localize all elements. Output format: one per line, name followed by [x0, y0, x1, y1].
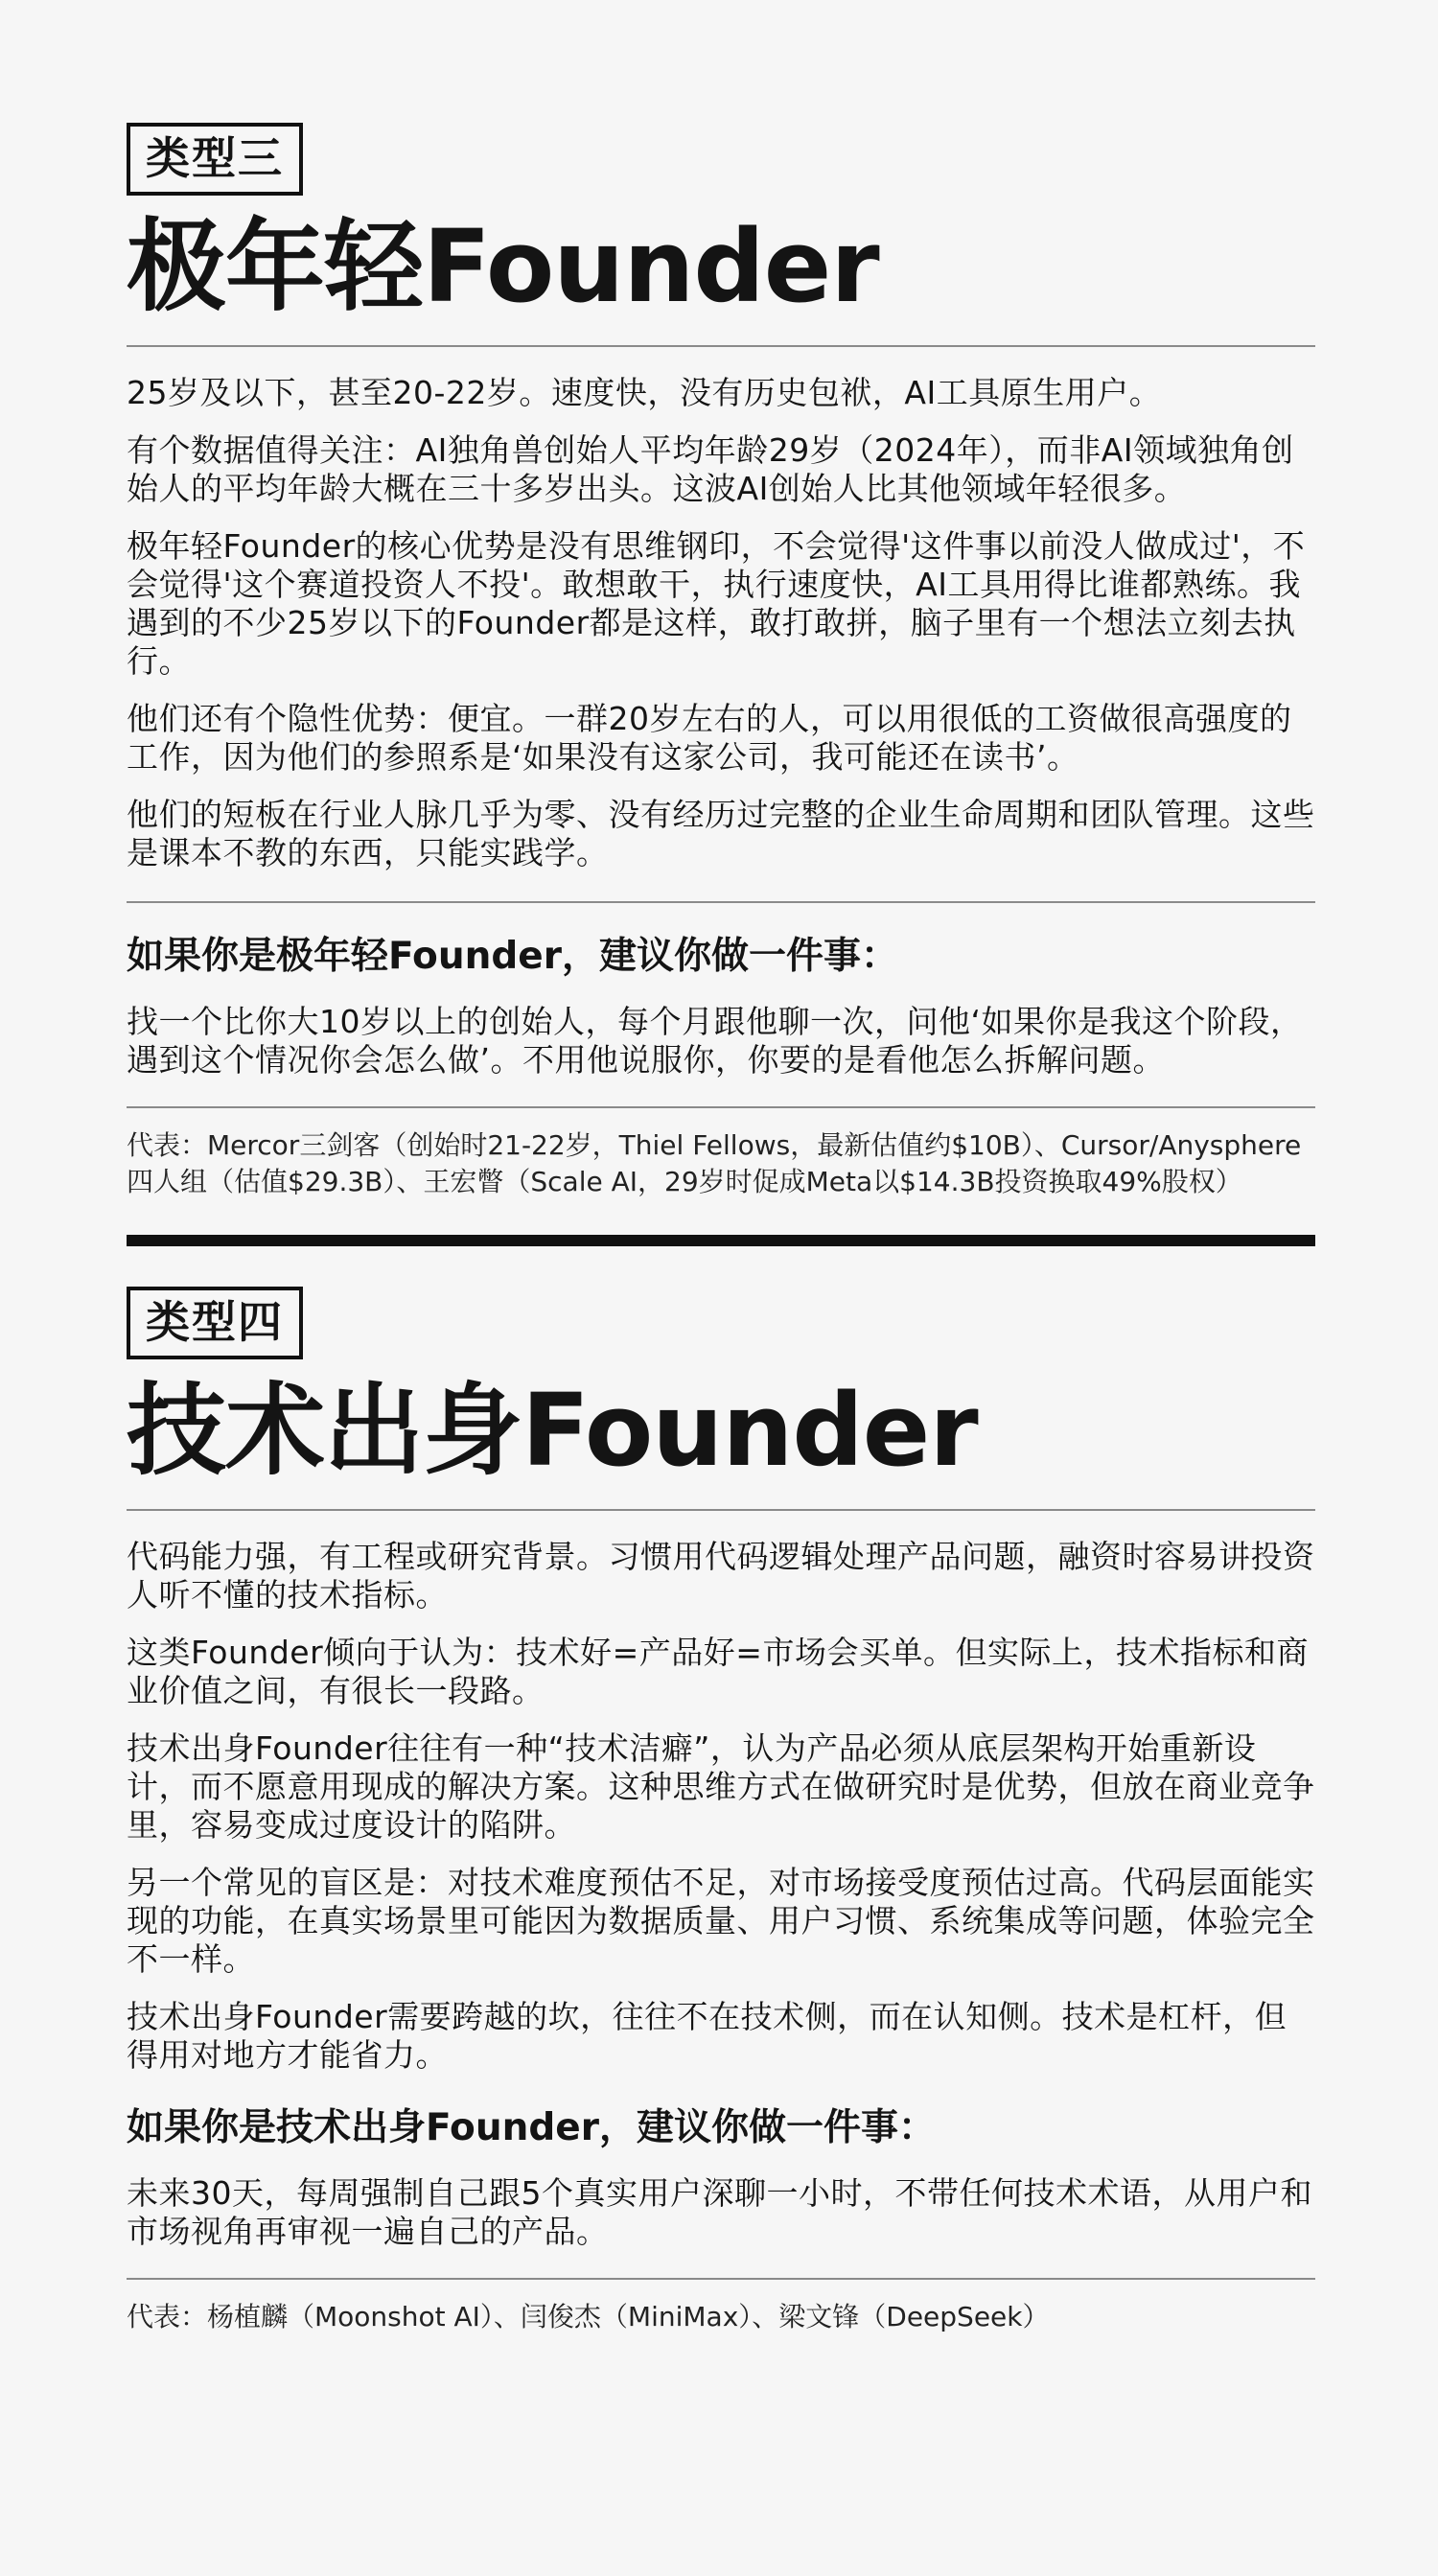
paragraph: 另一个常见的盲区是：对技术难度预估不足，对市场接受度预估过高。代码层面能实现的功能，在真实场景里可能因为数据质量、用户习惯、系统集成等问题，体验完全不一样。 — [127, 1864, 1315, 1978]
advice-heading: 如果你是极年轻Founder，建议你做一件事： — [127, 935, 898, 978]
advice-heading: 如果你是技术出身Founder，建议你做一件事： — [127, 2106, 936, 2149]
section-title: 极年轻Founder — [127, 208, 879, 325]
paragraph: 技术出身Founder需要跨越的坎，往往不在技术侧，而在认知侧。技术是杠杆，但得用对地方才能省力。 — [127, 1998, 1287, 2074]
advice-text: 找一个比你大10岁以上的创始人，每个月跟他聊一次，问他‘如果你是我这个阶段，遇到这个情况你会怎么做’。不用他说服你，你要的是看他怎么拆解问题。 — [127, 1003, 1303, 1079]
paragraph: 他们的短板在行业人脉几乎为零、没有经历过完整的企业生命周期和团队管理。这些是课本不教的东西，只能实践学。 — [127, 796, 1315, 871]
section-tag: 类型四 — [127, 1287, 303, 1359]
paragraph: 25岁及以下，甚至20-22岁。速度快，没有历史包袱，AI工具原生用户。 — [127, 374, 1162, 411]
paragraph: 代码能力强，有工程或研究背景。习惯用代码逻辑处理产品问题，融资时容易讲投资人听不懂的技术指标。 — [127, 1538, 1315, 1613]
section-tag: 类型三 — [127, 123, 303, 196]
paragraph: 技术出身Founder往往有一种“技术洁癖”，认为产品必须从底层架构开始重新设计，而不愿意用现成的解决方案。这种思维方式在做研究时是优势，但放在商业竞争里，容易变成过度设计的陷阱。 — [127, 1729, 1315, 1844]
section-separator — [127, 1235, 1315, 1246]
paragraph: 有个数据值得关注：AI独角兽创始人平均年龄29岁（2024年），而非AI领域独角创始人的平均年龄大概在三十多岁出头。这波AI创始人比其他领域年轻很多。 — [127, 431, 1294, 507]
paragraph: 这类Founder倾向于认为：技术好=产品好=市场会买单。但实际上，技术指标和商业价值之间，有很长一段路。 — [127, 1634, 1309, 1709]
section-type-four — [127, 1287, 1315, 2335]
section-body — [127, 1511, 1315, 2075]
article — [127, 123, 1315, 2335]
paragraph: 他们还有个隐性优势：便宜。一群20岁左右的人，可以用很低的工资做很高强度的工作，因为他们的参照系是‘如果没有这家公司，我可能还在读书’。 — [127, 700, 1292, 776]
advice-text: 未来30天，每周强制自己跟5个真实用户深聊一小时，不带任何技术术语，从用户和市场视角再审视一遍自己的产品。 — [127, 2174, 1312, 2250]
representatives-note: 代表：Mercor三剑客（创始时21-22岁，Thiel Fellows，最新估值约$10B）、Cursor/Anysphere四人组（估值$29.3B）、王宏瞥（Scale AI，29岁时促成Meta以$14.3B投资换取49%股权） — [127, 1129, 1302, 1197]
section-type-three — [127, 123, 1315, 1200]
section-title: 技术出身Founder — [127, 1372, 978, 1489]
section-body — [127, 347, 1315, 872]
advice-block — [127, 2075, 1315, 2251]
advice-block — [127, 903, 1315, 1079]
representatives-note: 代表：杨植麟（Moonshot AI）、闫俊杰（MiniMax）、梁文锋（DeepSeek） — [127, 2301, 1050, 2332]
paragraph: 极年轻Founder的核心优势是没有思维钢印，不会觉得'这件事以前没人做成过'，不会觉得'这个赛道投资人不投'。敢想敢干，执行速度快，AI工具用得比谁都熟练。我遇到的不少25岁以下的Founder都是这样，敢打敢拼，脑子里有一个想法立刻去执行。 — [127, 527, 1306, 680]
